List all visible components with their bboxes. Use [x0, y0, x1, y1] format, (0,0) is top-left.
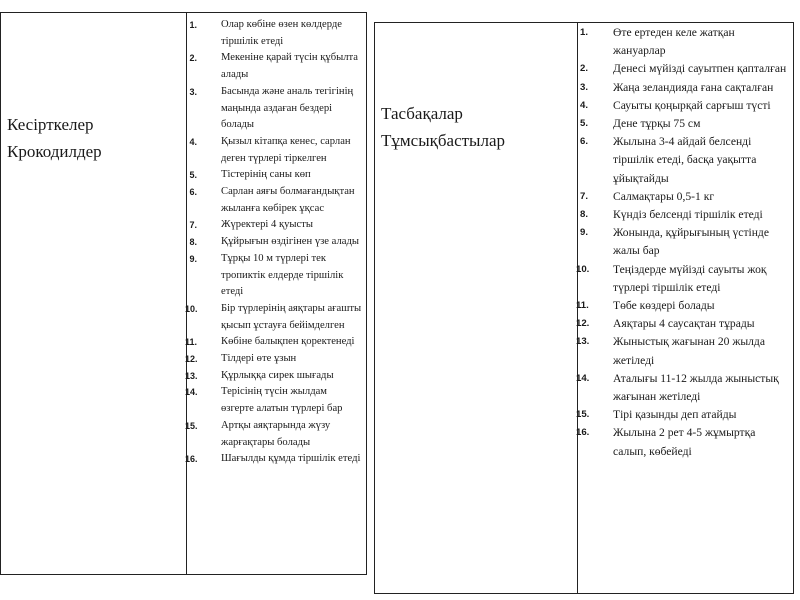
list-item-text: Тірі қазынды деп атайды	[613, 408, 737, 422]
list-item	[578, 24, 789, 60]
list-item-number: 4.	[579, 99, 588, 111]
list-item-text: Дене тұрқы 75 см	[613, 117, 701, 131]
list-item-number: 12.	[576, 318, 590, 330]
list-item-text: Тұрқы 10 м түрлері тек тропиктік елдерде тіршілік етеді	[221, 252, 344, 298]
list-item-text: Жүректері 4 қуысты	[221, 219, 313, 231]
list-item-number: 7.	[579, 190, 588, 202]
list-item	[578, 206, 789, 224]
list-item-number: 9.	[579, 227, 588, 239]
table1-list	[187, 17, 362, 468]
table1-list-cell	[187, 13, 366, 574]
list-item-number: 5.	[189, 170, 197, 181]
list-item-number: 14.	[185, 387, 198, 398]
heading-crocodiles: Крокодилдер	[7, 142, 102, 161]
list-item	[187, 351, 362, 368]
list-item-number: 1.	[579, 27, 588, 38]
table1-heading	[7, 111, 102, 165]
list-item	[578, 315, 789, 333]
list-item-text: Бір түрлерінің аяқтары ағашты қысып ұстауға бейімделген	[221, 302, 362, 331]
list-item	[187, 234, 362, 251]
list-item-number: 8.	[579, 209, 588, 221]
list-item-text: Құрлыққа сирек шығады	[221, 369, 334, 381]
list-item-text: Тілдері өте ұзын	[221, 353, 297, 365]
table2-list-cell	[578, 23, 793, 593]
list-item-text: Теңіздерде мүйізді сауыты жоқ түрлері тіршілік етеді	[613, 262, 767, 294]
list-item-number: 13.	[576, 336, 590, 348]
list-item-number: 13.	[185, 370, 198, 381]
list-item-number: 15.	[185, 420, 198, 431]
list-item	[187, 17, 362, 50]
heading-lizards: Кесірткелер	[7, 115, 94, 134]
list-item	[187, 301, 362, 334]
list-item-text: Артқы аяқтарында жүзу жарғақтары болады	[221, 419, 331, 448]
list-item-text: Қызыл кітапқа кенес, сарлан деген түрлері тіркелген	[221, 135, 351, 164]
list-item-number: 15.	[576, 409, 590, 421]
list-item-number: 4.	[189, 136, 197, 147]
list-item-text: Олар көбіне өзен көлдерде тіршілік етеді	[221, 19, 342, 47]
list-item	[578, 406, 789, 424]
list-item	[187, 184, 362, 217]
list-item	[578, 261, 789, 297]
heading-tuatara: Тұмсықбастылар	[381, 131, 505, 150]
list-item	[187, 50, 362, 83]
list-item-number: 7.	[189, 220, 197, 231]
list-item-number: 14.	[576, 372, 590, 384]
list-item	[578, 424, 789, 460]
list-item-number: 3.	[579, 81, 588, 93]
list-item-number: 1.	[189, 20, 197, 30]
lizards-crocodiles-table	[0, 12, 367, 575]
list-item-text: Жылына 2 рет 4-5 жұмыртқа салып, көбейеді	[613, 426, 756, 458]
heading-turtles: Тасбақалар	[381, 104, 463, 123]
list-item-number: 2.	[189, 53, 197, 64]
table2-heading	[381, 100, 505, 154]
list-item-text: Көбіне балықпен қоректенеді	[221, 336, 355, 348]
table2-heading-cell	[375, 23, 578, 593]
list-item-text: Төбе көздері болады	[613, 299, 715, 313]
list-item-number: 12.	[185, 354, 198, 365]
list-item-number: 3.	[189, 86, 197, 97]
list-item	[187, 384, 362, 417]
list-item-text: Салмақтары 0,5-1 кг	[613, 189, 715, 203]
list-item	[187, 334, 362, 351]
list-item-number: 9.	[189, 253, 197, 264]
list-item-number: 5.	[579, 118, 588, 130]
list-item	[187, 217, 362, 234]
list-item-number: 16.	[185, 454, 198, 465]
turtles-tuatara-table	[374, 22, 794, 594]
list-item-text: Жылына 3-4 айдай белсенді тіршілік етеді, басқа уақытта ұйықтайды	[613, 135, 757, 185]
list-item-text: Жонында, құйрығының үстінде жалы бар	[613, 226, 769, 258]
list-item-number: 11.	[185, 337, 198, 348]
list-item-number: 16.	[576, 427, 590, 439]
list-item-number: 11.	[576, 300, 589, 312]
list-item	[578, 133, 789, 188]
list-item-text: Денесі мүйізді сауытпен қапталған	[613, 62, 787, 76]
list-item-text: Сауыты қоңырқай сарғыш түсті	[613, 98, 771, 112]
list-item	[578, 297, 789, 315]
list-item-number: 8.	[189, 237, 197, 248]
list-item	[187, 451, 362, 468]
list-item-text: Өте ертеден келе жатқан жануарлар	[613, 26, 735, 58]
list-item	[578, 115, 789, 133]
list-item-text: Басында және аналь тегігінің маңында аздаған бездері болады	[221, 85, 354, 131]
list-item-number: 6.	[189, 187, 197, 198]
list-item-text: Аталығы 11-12 жылда жыныстық жағынан жетіледі	[613, 371, 779, 404]
list-item-text: Шағылды құмда тіршілік етеді	[221, 453, 361, 465]
table1-heading-cell	[1, 13, 187, 574]
list-item-text: Тістерінің саны көп	[221, 169, 311, 181]
list-item	[578, 97, 789, 115]
list-item	[578, 60, 789, 78]
list-item-number: 2.	[579, 63, 588, 75]
list-item	[187, 368, 362, 385]
list-item-number: 10.	[185, 303, 198, 314]
list-item	[187, 84, 362, 134]
list-item	[578, 224, 789, 260]
table2-list	[578, 24, 789, 461]
list-item	[578, 370, 789, 406]
list-item	[187, 418, 362, 451]
list-item	[578, 188, 789, 206]
list-item-text: Құйрығын өздігінен үзе алады	[221, 236, 359, 248]
list-item-text: Сарлан аяғы болмағандықтан жыланға көбірек ұқсас	[221, 186, 355, 214]
list-item	[187, 167, 362, 184]
list-item	[578, 79, 789, 97]
list-item-text: Мекеніне қарай түсін құбылта алады	[221, 52, 358, 81]
list-item-text: Күндіз белсенді тіршілік етеді	[613, 208, 763, 222]
list-item-text: Аяқтары 4 саусақтан тұрады	[613, 317, 755, 331]
list-item-text: Жаңа зеландияда ғана сақталған	[613, 80, 774, 94]
list-item	[578, 333, 789, 369]
list-item-text: Жыныстық жағынан 20 жылда жетіледі	[613, 335, 765, 367]
list-item	[187, 134, 362, 167]
list-item	[187, 251, 362, 301]
list-item-number: 6.	[579, 136, 588, 148]
list-item-number: 10.	[576, 263, 590, 275]
list-item-text: Терісінің түсін жылдам өзгерте алатын түрлері бар	[221, 386, 343, 415]
